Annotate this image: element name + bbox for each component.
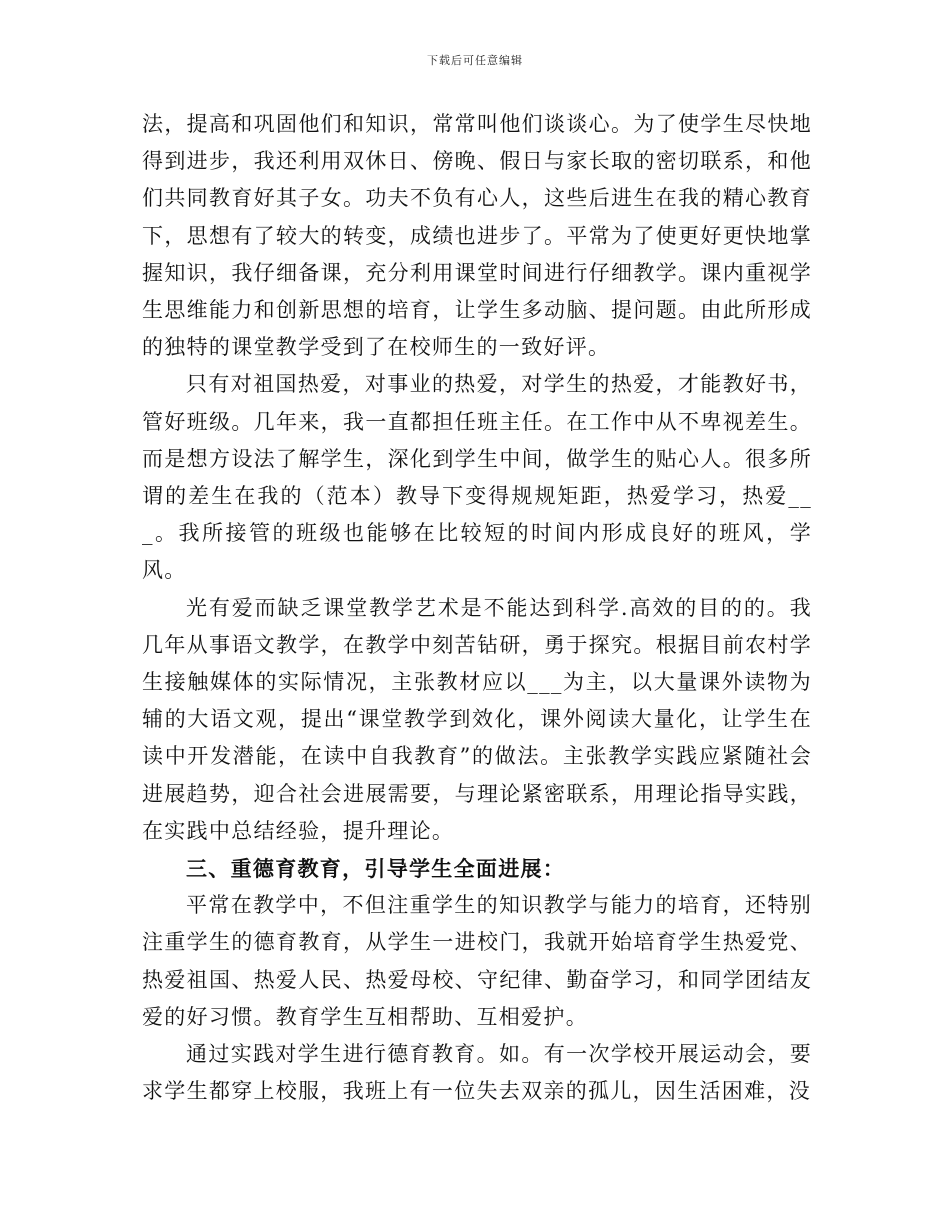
section-heading: 三、重德育教育，引导学生全面进展：: [186, 856, 566, 882]
paragraph-continuation: 法，提高和巩固他们和知识，常常叫他们谈谈心。为了使学生尽快地得到进步，我还利用双休日、傍晚、假日与家长取的密切联系，和他们共同教育好其子女。功夫不负有心人，这些后进生在我的精心教育下，思想有了较大的转变，成绩也进步了。平常为了使更好更快地掌握知识，我仔细备课，充分利用课堂时间进行仔细教学。课内重视学生思维能力和创新思想的培育，让学生多动脑、提问题。由此所形成的独特的课堂教学受到了在校师生的一致好评。: [142, 112, 812, 360]
paragraph-practice-example: 通过实践对学生进行德育教育。如。有一次学校开展运动会，要求学生都穿上校服，我班上有一位失去双亲的孤儿，因生活困难，没: [142, 1042, 812, 1104]
page-header: 下载后可任意编辑: [427, 54, 523, 67]
paragraph-love-of-teaching: 只有对祖国热爱，对事业的热爱，对学生的热爱，才能教好书，管好班级。几年来，我一直都担任班主任。在工作中从不卑视差生。而是想方设法了解学生，深化到学生中间，做学生的贴心人。很多所谓的差生在我的（范本）教导下变得规规矩距，热爱学习，热爱___。我所接管的班级也能够在比较短的时间内形成良好的班风，学风。: [142, 372, 812, 583]
paragraph-moral-education: 平常在教学中，不但注重学生的知识教学与能力的培育，还特别注重学生的德育教育，从学生一进校门，我就开始培育学生热爱党、热爱祖国、热爱人民、热爱母校、守纪律、勤奋学习，和同学团结友爱的好习惯。教育学生互相帮助、互相爱护。: [142, 893, 812, 1029]
document-body: [142, 106, 812, 1110]
paragraph-teaching-art: 光有爱而缺乏课堂教学艺术是不能达到科学.高效的目的的。我几年从事语文教学，在教学中刻苦钻研，勇于探究。根据目前农村学生接触媒体的实际情况，主张教材应以___为主，以大量课外读物为辅的大语文观，提出“课堂教学到效化，课外阅读大量化，让学生在读中开发潜能，在读中自我教育”的做法。主张教学实践应紧随社会进展趋势，迎合社会进展需要，与理论紧密联系，用理论指导实践，在实践中总结经验，提升理论。: [142, 595, 812, 843]
